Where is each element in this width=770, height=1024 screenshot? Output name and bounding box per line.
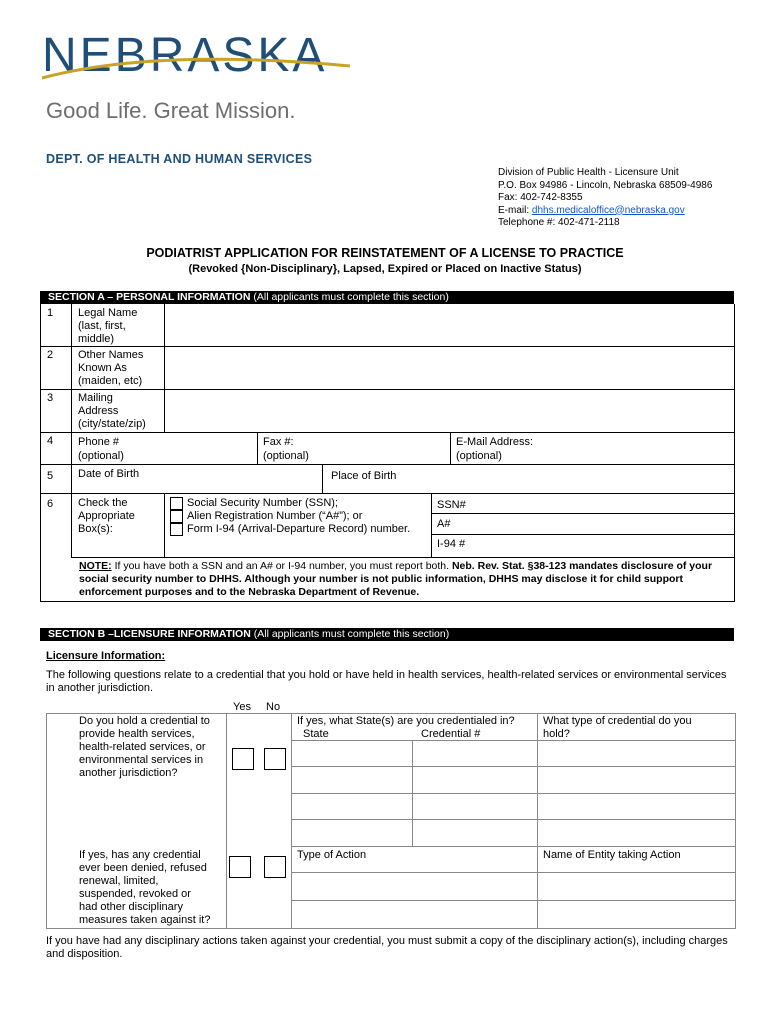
- question-line: environmental services in: [79, 754, 204, 766]
- label-line: middle): [78, 333, 115, 345]
- row-divider: [291, 819, 736, 820]
- form-title: PODIATRIST APPLICATION FOR REINSTATEMENT OF A LICENSE TO PRACTICE: [146, 246, 624, 260]
- phone-label[interactable]: [78, 435, 124, 463]
- mailing-address-field[interactable]: [166, 391, 732, 431]
- other-names-label: [78, 349, 143, 388]
- question-line: ever been denied, refused: [79, 862, 207, 874]
- tagline: Good Life. Great Mission.: [46, 98, 296, 123]
- row-number: 3: [47, 392, 54, 404]
- email-address-label[interactable]: [456, 435, 533, 463]
- ssn-checkbox[interactable]: [170, 497, 183, 510]
- table-border-left: [46, 713, 47, 929]
- question-line: health-related services, or: [79, 741, 206, 753]
- question-line: provide health services,: [79, 728, 195, 740]
- label-line: (optional): [263, 450, 309, 462]
- row-divider: [40, 601, 735, 602]
- label-line: Mailing: [78, 392, 113, 404]
- question-line: had other disciplinary: [79, 901, 183, 913]
- col-divider: [450, 432, 451, 464]
- col-divider: [291, 713, 292, 929]
- table-border-top: [46, 713, 736, 714]
- logo-swoosh: [38, 48, 358, 88]
- question-line: measures taken against it?: [79, 914, 211, 926]
- mailing-address-label: [78, 392, 146, 431]
- row-divider: [291, 872, 736, 873]
- question-line: suspended, revoked or: [79, 888, 191, 900]
- disciplinary-yes-checkbox[interactable]: [229, 856, 251, 878]
- email-label: E-mail:: [498, 204, 532, 216]
- row-number: 6: [47, 498, 54, 510]
- no-header: No: [266, 701, 281, 713]
- entity-header: Name of Entity taking Action: [543, 849, 681, 861]
- section-b-title: SECTION B –LICENSURE INFORMATION: [48, 628, 251, 640]
- fax-label[interactable]: [263, 435, 309, 463]
- label-line: (maiden, etc): [78, 375, 143, 387]
- ssn-field[interactable]: SSN#: [437, 499, 466, 511]
- dept-name: DEPT. OF HEALTH AND HUMAN SERVICES: [46, 152, 313, 166]
- legal-name-field[interactable]: [166, 306, 732, 345]
- section-a-note: (All applicants must complete this section): [250, 291, 449, 303]
- contact-line: P.O. Box 94986 - Lincoln, Nebraska 68509-4986: [498, 179, 713, 191]
- date-of-birth-label[interactable]: Date of Birth: [78, 468, 140, 480]
- label-line: (optional): [78, 450, 124, 462]
- email-link[interactable]: dhhs.medicaloffice@nebraska.gov: [531, 204, 685, 216]
- row-divider: [40, 464, 735, 465]
- alien-number-option: Alien Registration Number (“A#”); or: [187, 510, 363, 522]
- table-border-bottom: [46, 928, 736, 929]
- col-divider: [537, 713, 538, 929]
- row-divider: [291, 846, 736, 847]
- section-a-heading: [40, 291, 734, 304]
- row-number: 2: [47, 349, 54, 361]
- hold-credential-yes-checkbox[interactable]: [232, 748, 254, 770]
- col-divider: [257, 432, 258, 464]
- row-divider: [431, 513, 734, 514]
- nebraska-logo: NEBRASKA: [42, 29, 328, 82]
- credential-number-header: Credential #: [421, 728, 481, 740]
- contact-block: [498, 167, 712, 230]
- contact-email-line: [498, 205, 712, 218]
- note-label: NOTE:: [79, 560, 112, 572]
- state-header: State: [303, 728, 329, 740]
- row-divider: [40, 389, 735, 390]
- check-box-label: [78, 497, 135, 536]
- contact-line: Telephone #: 402-471-2118: [498, 217, 620, 228]
- col-divider: [322, 464, 323, 493]
- type-of-action-header: Type of Action: [297, 849, 367, 861]
- label-line: (optional): [456, 450, 502, 462]
- row-number: 1: [47, 307, 54, 319]
- note-text: If you have both a SSN and an A# or I-94 number, you must report both.: [111, 560, 452, 572]
- row-number: 5: [47, 470, 54, 482]
- other-names-field[interactable]: [166, 348, 732, 388]
- label-line: Fax #:: [263, 436, 294, 448]
- label-line: Phone #: [78, 436, 119, 448]
- table-border-left: [40, 304, 41, 602]
- question-line: Do you hold a credential to: [79, 715, 210, 727]
- col-divider: [226, 713, 227, 929]
- contact-line: Division of Public Health - Licensure Unit: [498, 167, 679, 178]
- i94-option: Form I-94 (Arrival-Departure Record) number.: [187, 523, 411, 535]
- label-line: Other Names: [78, 349, 144, 361]
- label-line: Known As: [78, 362, 127, 374]
- question-disciplinary: [79, 849, 210, 927]
- credential-type-label: [543, 715, 692, 741]
- contact-line: Fax: 402-742-8355: [498, 192, 583, 203]
- ssn-note: [79, 560, 729, 599]
- row-divider: [291, 900, 736, 901]
- credentialed-states-label: If yes, what State(s) are you credentialed in?: [297, 715, 515, 727]
- col-divider: [431, 493, 432, 557]
- question-hold-credential: [79, 715, 210, 780]
- row-divider: [291, 793, 736, 794]
- label-line: (last, first,: [78, 320, 126, 332]
- section-b-note: (All applicants must complete this section): [250, 628, 450, 640]
- col-divider: [71, 304, 72, 558]
- disciplinary-footer-note: If you have had any disciplinary actions taken against your credential, you must submit a copy of the disciplinary action(s), including charges and disposition.: [46, 935, 728, 960]
- licensure-subheading: Licensure Information:: [46, 650, 166, 662]
- row-number: 4: [47, 435, 54, 447]
- note-statute: Neb. Rev. Stat. §38-123 mandates disclosure of your social security number to DHHS. Although your number is not public information, DHHS may disclose it for child support enforcement purposes and to the Nebraska Department of Revenue.: [79, 560, 713, 598]
- legal-name-label: [78, 307, 137, 346]
- disciplinary-no-checkbox[interactable]: [264, 856, 286, 878]
- alien-number-field[interactable]: A#: [437, 518, 451, 530]
- label-line: What type of credential do you: [543, 715, 692, 727]
- question-line: another jurisdiction?: [79, 767, 178, 779]
- licensure-intro: The following questions relate to a credential that you hold or have held in health services, health-related services or environmental services in another jurisdiction.: [46, 669, 727, 694]
- row-divider: [40, 346, 735, 347]
- i94-checkbox[interactable]: [170, 523, 183, 536]
- label-line: Legal Name: [78, 307, 138, 319]
- row-divider: [40, 493, 735, 494]
- col-divider: [164, 493, 165, 557]
- label-line: Address: [78, 405, 119, 417]
- yes-header: Yes: [233, 701, 251, 713]
- row-divider: [291, 766, 736, 767]
- form-subtitle: (Revoked {Non-Disciplinary}, Lapsed, Expired or Placed on Inactive Status): [188, 263, 582, 275]
- ssn-option: Social Security Number (SSN);: [187, 497, 338, 509]
- label-line: (city/state/zip): [78, 418, 146, 430]
- label-line: hold?: [543, 728, 570, 740]
- question-line: renewal, limited,: [79, 875, 159, 887]
- label-line: Appropriate: [78, 510, 135, 522]
- table-border-right: [735, 713, 736, 929]
- label-line: Check the: [78, 497, 128, 509]
- question-line: If yes, has any credential: [79, 849, 201, 861]
- section-a-title: SECTION A – PERSONAL INFORMATION: [48, 291, 251, 303]
- section-b-heading: [40, 628, 734, 641]
- place-of-birth-label[interactable]: Place of Birth: [331, 470, 397, 482]
- row-divider: [71, 557, 735, 558]
- alien-number-checkbox[interactable]: [170, 510, 183, 523]
- col-divider: [164, 304, 165, 432]
- row-divider: [431, 534, 734, 535]
- hold-credential-no-checkbox[interactable]: [264, 748, 286, 770]
- label-line: E-Mail Address:: [456, 436, 534, 448]
- i94-field[interactable]: I-94 #: [437, 538, 466, 550]
- label-line: Box(s):: [78, 523, 113, 535]
- row-divider: [40, 432, 735, 433]
